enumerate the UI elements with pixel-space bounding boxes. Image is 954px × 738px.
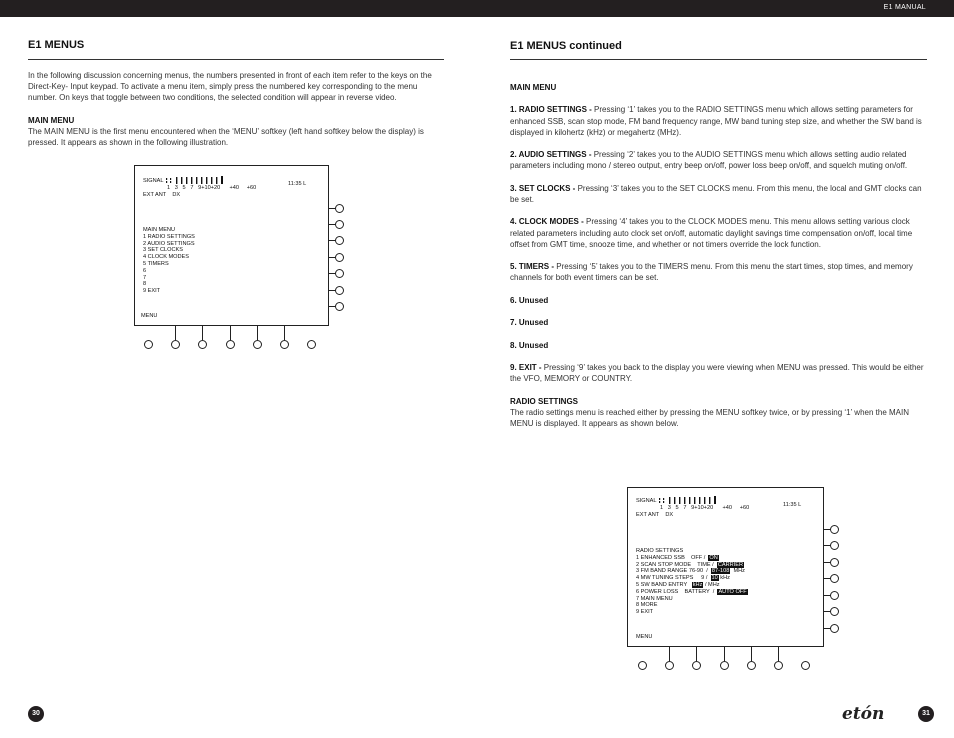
bottom-softkey-button[interactable] <box>253 340 262 349</box>
menu-line: 3 SET CLOCKS <box>143 247 184 254</box>
clock-time: 11:35 L <box>288 181 307 187</box>
intro-paragraph: In the following discussion concerning menus, the numbers presented in front of each item refer to the keys on the Direct-Key- Input keypad. To activate a menu item, simply press the numbered key corresponding to the menu number. On keys that toggle between two conditions, the selected condition will appear in reverse video. <box>28 71 432 103</box>
settings-title: RADIO SETTINGS <box>636 548 684 554</box>
menu-line: 9 EXIT <box>636 609 654 616</box>
setting-sw-entry: 5 SW BAND ENTRY kHz / MHz <box>636 581 720 588</box>
radio-settings-paragraph: The radio settings menu is reached either by pressing the MENU softkey twice, or by pressing ‘1’ when the MAIN MENU is displayed. It appears as shown below. <box>510 407 909 428</box>
left-title-rule <box>28 59 444 60</box>
bottom-softkey-button[interactable] <box>747 661 756 670</box>
right-title-rule <box>510 59 927 60</box>
knob-stem <box>751 647 752 661</box>
menu-item-description: 2. AUDIO SETTINGS - Pressing ‘2’ takes you to the AUDIO SETTINGS menu which allows setting audio related parameters including mono / stereo output, entry beep on/off, power loss beep on/off, and squelch muting on/off. <box>510 150 908 171</box>
menu-line: MAIN MENU <box>143 227 176 233</box>
signal-label: SIGNAL <box>143 178 164 184</box>
menu-line: 7 <box>143 274 147 281</box>
main-menu-heading: MAIN MENU <box>28 115 75 125</box>
right-page-title: E1 MENUS continued <box>510 40 622 52</box>
setting-enhanced-ssb: 1 ENHANCED SSB OFF / ON <box>636 554 718 561</box>
page-number-left: 30 <box>28 706 44 722</box>
signal-bars <box>166 176 226 184</box>
side-softkey-button[interactable] <box>830 607 839 616</box>
bottom-softkey-button[interactable] <box>280 340 289 349</box>
menu-line: 6 <box>143 267 147 274</box>
side-softkey-button[interactable] <box>830 574 839 583</box>
menu-item-description: 8. Unused <box>510 340 549 350</box>
main-menu-display <box>134 165 329 326</box>
setting-fm-range: 3 FM BAND RANGE 76-90 / 87-108 MHz <box>636 568 745 575</box>
bottom-softkey-button[interactable] <box>692 661 701 670</box>
menu-line: 5 TIMERS <box>143 260 169 267</box>
menu-line: 8 MORE <box>636 602 658 609</box>
right-main-menu-heading: MAIN MENU <box>510 83 557 92</box>
knob-stem <box>230 326 231 340</box>
radio-settings-heading: RADIO SETTINGS <box>510 396 579 406</box>
bottom-softkey-button[interactable] <box>801 661 810 670</box>
menu-item-description: 4. CLOCK MODES - Pressing ‘4’ takes you to the CLOCK MODES menu. This menu allows setting various clock related parameters including auto clock set on/off, automatic daylight savings time compensation on/off, local time offset from GMT time, snooze time, and whether or not timers override the lock function. <box>510 217 913 249</box>
side-softkey-button[interactable] <box>335 286 344 295</box>
menu-item-description: 3. SET CLOCKS - Pressing ‘3’ takes you to the SET CLOCKS menu. From this menu, the local and GMT clocks can be set. <box>510 183 922 204</box>
setting-power-loss: 6 POWER LOSS BATTERY / AUTO OFF <box>636 588 747 595</box>
side-softkey-button[interactable] <box>335 204 344 213</box>
menu-line: 8 <box>143 281 147 288</box>
softkey-label: MENU <box>636 634 653 640</box>
side-softkey-button[interactable] <box>335 302 344 311</box>
menu-line: 2 AUDIO SETTINGS <box>143 240 195 247</box>
antenna-status: EXT ANT DX <box>636 512 674 518</box>
menu-line: 7 MAIN MENU <box>636 595 673 602</box>
setting-scan-stop: 2 SCAN STOP MODE TIME / CARRIER <box>636 561 744 568</box>
menu-item-description: 1. RADIO SETTINGS - Pressing ‘1’ takes you to the RADIO SETTINGS menu which allows setting parameters for enhanced SSB, scan stop mode, FM band frequency range, MW band tuning step size, and whether the SW band is displayed in kilohertz (kHz) or megahertz (MHz). <box>510 105 922 137</box>
side-softkey-button[interactable] <box>335 236 344 245</box>
menu-item-description: 9. EXIT - Pressing ‘9’ takes you back to the display you were viewing when MENU was pressed. This would be either the VFO, MEMORY or COUNTRY. <box>510 362 924 384</box>
radio-settings-list <box>636 548 748 616</box>
knob-stem <box>175 326 176 340</box>
menu-item-description: 7. Unused <box>510 318 549 328</box>
side-softkey-button[interactable] <box>830 591 839 600</box>
knob-stem <box>724 647 725 661</box>
page-number-right: 31 <box>918 706 934 722</box>
side-softkey-button[interactable] <box>335 220 344 229</box>
bottom-softkey-button[interactable] <box>226 340 235 349</box>
bottom-softkey-button[interactable] <box>171 340 180 349</box>
signal-label: SIGNAL <box>636 498 657 504</box>
knob-stem <box>669 647 670 661</box>
knob-stem <box>284 326 285 340</box>
menu-item-description: 6. Unused <box>510 295 549 305</box>
left-page-title: E1 MENUS <box>28 39 85 51</box>
knob-stem <box>696 647 697 661</box>
side-softkey-button[interactable] <box>830 624 839 633</box>
right-body <box>510 82 926 429</box>
bottom-softkey-button[interactable] <box>774 661 783 670</box>
signal-scale: 1 3 5 7 9+10+20 +40 +60 <box>660 505 750 511</box>
knob-stem <box>257 326 258 340</box>
bottom-softkey-button[interactable] <box>638 661 647 670</box>
menu-line: 1 RADIO SETTINGS <box>143 233 195 240</box>
knob-stem <box>778 647 779 661</box>
top-bar <box>0 0 954 17</box>
side-softkey-button[interactable] <box>830 558 839 567</box>
softkey-label: MENU <box>141 313 158 319</box>
bottom-softkey-button[interactable] <box>198 340 207 349</box>
bottom-softkey-button[interactable] <box>665 661 674 670</box>
signal-scale: 1 3 5 7 9+10+20 +40 +60 <box>167 185 257 191</box>
main-menu-list <box>143 227 195 295</box>
menu-line: 4 CLOCK MODES <box>143 254 190 261</box>
antenna-status: EXT ANT DX <box>143 192 181 198</box>
side-softkey-button[interactable] <box>830 541 839 550</box>
knob-stem <box>202 326 203 340</box>
signal-bars <box>659 496 719 504</box>
eton-logo: etón <box>842 704 885 724</box>
main-menu-paragraph: The MAIN MENU is the first menu encountered when the ‘MENU’ softkey (left hand softkey below the display) is pressed. It appears as shown in the following illustration. <box>28 127 424 148</box>
clock-time: 11:35 L <box>783 502 802 508</box>
side-softkey-button[interactable] <box>830 525 839 534</box>
radio-settings-display <box>627 487 824 647</box>
bottom-softkey-button[interactable] <box>307 340 316 349</box>
bottom-softkey-button[interactable] <box>144 340 153 349</box>
manual-header: E1 MANUAL <box>883 4 926 11</box>
setting-mw-steps: 4 MW TUNING STEPS 9 / 10 kHz <box>636 575 730 582</box>
left-body <box>28 70 436 148</box>
bottom-softkey-button[interactable] <box>720 661 729 670</box>
menu-line: 9 EXIT <box>143 288 161 295</box>
side-softkey-button[interactable] <box>335 269 344 278</box>
menu-item-description: 5. TIMERS - Pressing ‘5’ takes you to the TIMERS menu. From this menu the start times, stop times, and memory channels for both event timers can be set. <box>510 262 913 283</box>
side-softkey-button[interactable] <box>335 253 344 262</box>
